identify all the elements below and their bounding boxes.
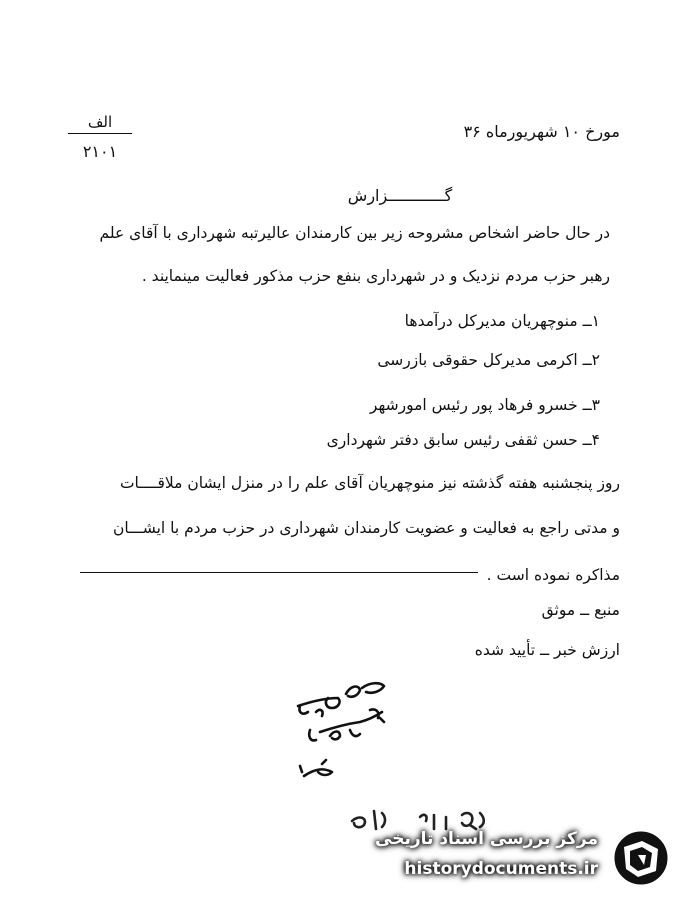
- intro-line-2: رهبر حزب مردم نزدیک و در شهرداری بنفع حزب مذکور فعالیت مینمایند .: [141, 267, 610, 285]
- intro-line-1: در حال حاضر اشخاص مشروحه زیر بین کارمندان عالیرتبه شهرداری با آقای علم: [99, 224, 610, 242]
- document-title: گــــــــــــزارش: [347, 186, 453, 205]
- archive-logo-icon: [608, 825, 674, 891]
- reference-letter: الف: [68, 113, 132, 134]
- reference-box: [60, 112, 140, 161]
- body-line-2: و مدتی راجع به فعالیت و عضویت کارمندان شهرداری در حزب مردم با ایشـــان: [113, 519, 620, 537]
- list-item: ۱ــ منوچهریان مدیرکل درآمدها: [404, 312, 600, 330]
- watermark-title: مرکز بررسی اسناد تاریخی: [375, 829, 598, 849]
- evaluation-line: ارزش خبر ــ تأیید شده: [474, 641, 620, 659]
- reference-number: ۲۱۰۱: [82, 142, 118, 161]
- list-item: ۳ــ خسرو فرهاد پور رئیس امورشهر: [369, 396, 600, 414]
- body-line-1: روز پنجشنبه هفته گذشته نیز منوچهریان آقای علم را در منزل ایشان ملاقــــات: [119, 474, 620, 492]
- document-date: مورخ ۱۰ شهریورماه ۳۶: [463, 122, 620, 141]
- source-line: منبع ــ موثق: [541, 601, 620, 619]
- body-line-3: مذاکره نموده است .: [486, 566, 620, 584]
- list-item: ۲ــ اکرمی مدیرکل حقوقی بازرسی: [377, 351, 600, 369]
- watermark-url: historydocuments.ir: [404, 859, 598, 879]
- watermark: [375, 819, 682, 897]
- dash-rule: [80, 572, 478, 573]
- handwritten-signature: [280, 672, 410, 782]
- list-item: ۴ــ حسن ثقفی رئیس سابق دفتر شهرداری: [326, 431, 600, 449]
